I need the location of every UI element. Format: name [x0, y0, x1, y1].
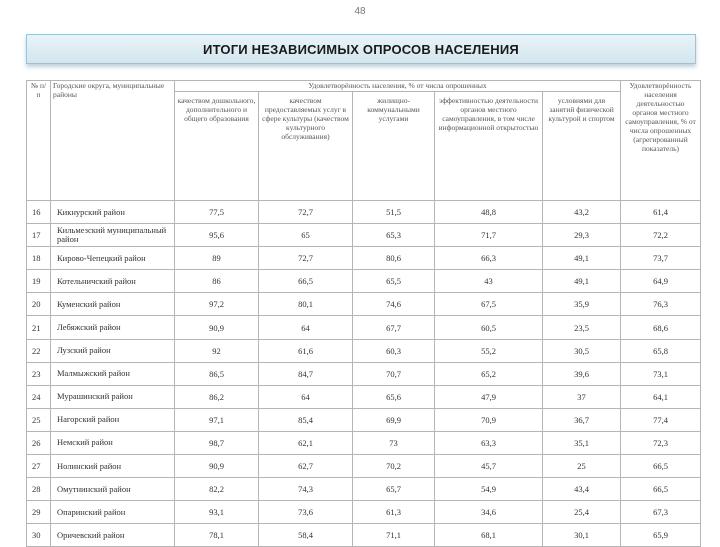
header-local-government: эффективностью деятельности органов местного самоуправления, в том числе информационной открытостью	[435, 92, 543, 201]
culture-value: 64	[259, 316, 353, 339]
table-row	[27, 224, 701, 247]
culture-value: 62,7	[259, 455, 353, 478]
education-value: 93,1	[175, 501, 259, 524]
aggregate-value: 64,1	[621, 385, 701, 408]
education-value: 95,6	[175, 224, 259, 247]
sport-value: 49,1	[543, 247, 621, 270]
sport-value: 39,6	[543, 362, 621, 385]
culture-value: 65	[259, 224, 353, 247]
local-government-value: 34,6	[435, 501, 543, 524]
housing-value: 70,2	[353, 455, 435, 478]
local-government-value: 60,5	[435, 316, 543, 339]
culture-value: 73,6	[259, 501, 353, 524]
row-number: 29	[27, 501, 51, 524]
table-row	[27, 339, 701, 362]
row-number: 21	[27, 316, 51, 339]
sport-value: 43,4	[543, 478, 621, 501]
education-value: 97,2	[175, 293, 259, 316]
housing-value: 70,7	[353, 362, 435, 385]
header-education: качеством дошкольного, дополнительного и общего образования	[175, 92, 259, 201]
district-name: Кикнурский район	[51, 201, 175, 224]
culture-value: 84,7	[259, 362, 353, 385]
sport-value: 35,9	[543, 293, 621, 316]
district-name: Опаринский район	[51, 501, 175, 524]
local-government-value: 55,2	[435, 339, 543, 362]
local-government-value: 47,9	[435, 385, 543, 408]
table-row	[27, 247, 701, 270]
culture-value: 64	[259, 385, 353, 408]
aggregate-value: 77,4	[621, 408, 701, 431]
row-number: 18	[27, 247, 51, 270]
aggregate-value: 66,5	[621, 455, 701, 478]
table-row	[27, 478, 701, 501]
district-name: Кирово-Чепецкий район	[51, 247, 175, 270]
aggregate-value: 67,3	[621, 501, 701, 524]
housing-value: 73	[353, 431, 435, 454]
education-value: 89	[175, 247, 259, 270]
aggregate-value: 72,2	[621, 224, 701, 247]
local-government-value: 45,7	[435, 455, 543, 478]
education-value: 86,5	[175, 362, 259, 385]
sport-value: 43,2	[543, 201, 621, 224]
sport-value: 37	[543, 385, 621, 408]
row-number: 28	[27, 478, 51, 501]
aggregate-value: 73,7	[621, 247, 701, 270]
housing-value: 80,6	[353, 247, 435, 270]
culture-value: 85,4	[259, 408, 353, 431]
sport-value: 23,5	[543, 316, 621, 339]
aggregate-value: 68,6	[621, 316, 701, 339]
district-name: Кильмезский муниципальный район	[51, 224, 175, 247]
housing-value: 51,5	[353, 201, 435, 224]
local-government-value: 66,3	[435, 247, 543, 270]
district-name: Котельничский район	[51, 270, 175, 293]
local-government-value: 67,5	[435, 293, 543, 316]
table-row	[27, 385, 701, 408]
header-culture: качеством предоставляемых услуг в сфере культуры (качеством культурного обслуживания)	[259, 92, 353, 201]
education-value: 77,5	[175, 201, 259, 224]
education-value: 82,2	[175, 478, 259, 501]
local-government-value: 70,9	[435, 408, 543, 431]
culture-value: 80,1	[259, 293, 353, 316]
local-government-value: 48,8	[435, 201, 543, 224]
housing-value: 60,3	[353, 339, 435, 362]
culture-value: 58,4	[259, 524, 353, 547]
page-title: ИТОГИ НЕЗАВИСИМЫХ ОПРОСОВ НАСЕЛЕНИЯ	[203, 41, 519, 57]
district-name: Оричевский район	[51, 524, 175, 547]
row-number: 17	[27, 224, 51, 247]
district-name: Немский район	[51, 431, 175, 454]
row-number: 23	[27, 362, 51, 385]
row-number: 16	[27, 201, 51, 224]
row-number: 22	[27, 339, 51, 362]
local-government-value: 65,2	[435, 362, 543, 385]
education-value: 78,1	[175, 524, 259, 547]
sport-value: 49,1	[543, 270, 621, 293]
local-government-value: 71,7	[435, 224, 543, 247]
table-row	[27, 408, 701, 431]
local-government-value: 63,3	[435, 431, 543, 454]
sport-value: 25	[543, 455, 621, 478]
aggregate-value: 65,8	[621, 339, 701, 362]
culture-value: 66,5	[259, 270, 353, 293]
row-number: 26	[27, 431, 51, 454]
row-number: 24	[27, 385, 51, 408]
aggregate-value: 65,9	[621, 524, 701, 547]
housing-value: 71,1	[353, 524, 435, 547]
row-number: 27	[27, 455, 51, 478]
survey-results-table	[26, 80, 701, 547]
education-value: 86	[175, 270, 259, 293]
education-value: 92	[175, 339, 259, 362]
page-number: 48	[354, 6, 366, 17]
housing-value: 65,3	[353, 224, 435, 247]
header-district: Городские округа, муниципальные районы	[51, 81, 175, 201]
row-number: 20	[27, 293, 51, 316]
district-name: Лебяжский район	[51, 316, 175, 339]
table-row	[27, 316, 701, 339]
culture-value: 72,7	[259, 247, 353, 270]
education-value: 98,7	[175, 431, 259, 454]
culture-value: 72,7	[259, 201, 353, 224]
header-satisfaction-group: Удовлетворённость населения, % от числа опрошенных	[175, 81, 621, 92]
table-row	[27, 524, 701, 547]
row-number: 30	[27, 524, 51, 547]
table-row	[27, 431, 701, 454]
housing-value: 74,6	[353, 293, 435, 316]
district-name: Куменский район	[51, 293, 175, 316]
header-sport: условиями для занятий физической культурой и спортом	[543, 92, 621, 201]
sport-value: 35,1	[543, 431, 621, 454]
sport-value: 30,1	[543, 524, 621, 547]
local-government-value: 43	[435, 270, 543, 293]
aggregate-value: 61,4	[621, 201, 701, 224]
local-government-value: 68,1	[435, 524, 543, 547]
sport-value: 36,7	[543, 408, 621, 431]
aggregate-value: 76,3	[621, 293, 701, 316]
sport-value: 30,5	[543, 339, 621, 362]
district-name: Омутнинский район	[51, 478, 175, 501]
education-value: 97,1	[175, 408, 259, 431]
education-value: 86,2	[175, 385, 259, 408]
header-num: № п/п	[27, 81, 51, 201]
housing-value: 67,7	[353, 316, 435, 339]
table-row	[27, 293, 701, 316]
table-row	[27, 201, 701, 224]
table-body	[27, 201, 701, 547]
housing-value: 69,9	[353, 408, 435, 431]
district-name: Нагорский район	[51, 408, 175, 431]
district-name: Лузский район	[51, 339, 175, 362]
housing-value: 65,6	[353, 385, 435, 408]
district-name: Малмыжский район	[51, 362, 175, 385]
table-row	[27, 362, 701, 385]
local-government-value: 54,9	[435, 478, 543, 501]
survey-results-table-container	[26, 80, 700, 547]
housing-value: 65,5	[353, 270, 435, 293]
culture-value: 74,3	[259, 478, 353, 501]
header-aggregate: Удовлетворённость населения деятельностью органов местного самоуправления, % от числа опрошенных (агрегированный показатель)	[621, 81, 701, 201]
culture-value: 61,6	[259, 339, 353, 362]
table-row	[27, 455, 701, 478]
aggregate-value: 73,1	[621, 362, 701, 385]
row-number: 19	[27, 270, 51, 293]
education-value: 90,9	[175, 455, 259, 478]
district-name: Мурашинский район	[51, 385, 175, 408]
table-row	[27, 501, 701, 524]
housing-value: 65,7	[353, 478, 435, 501]
aggregate-value: 64,9	[621, 270, 701, 293]
aggregate-value: 66,5	[621, 478, 701, 501]
aggregate-value: 72,3	[621, 431, 701, 454]
sport-value: 25,4	[543, 501, 621, 524]
district-name: Нолинский район	[51, 455, 175, 478]
header-housing: жилищно-коммунальными услугами	[353, 92, 435, 201]
education-value: 90,9	[175, 316, 259, 339]
sport-value: 29,3	[543, 224, 621, 247]
table-row	[27, 270, 701, 293]
title-banner	[26, 34, 696, 64]
housing-value: 61,3	[353, 501, 435, 524]
culture-value: 62,1	[259, 431, 353, 454]
row-number: 25	[27, 408, 51, 431]
